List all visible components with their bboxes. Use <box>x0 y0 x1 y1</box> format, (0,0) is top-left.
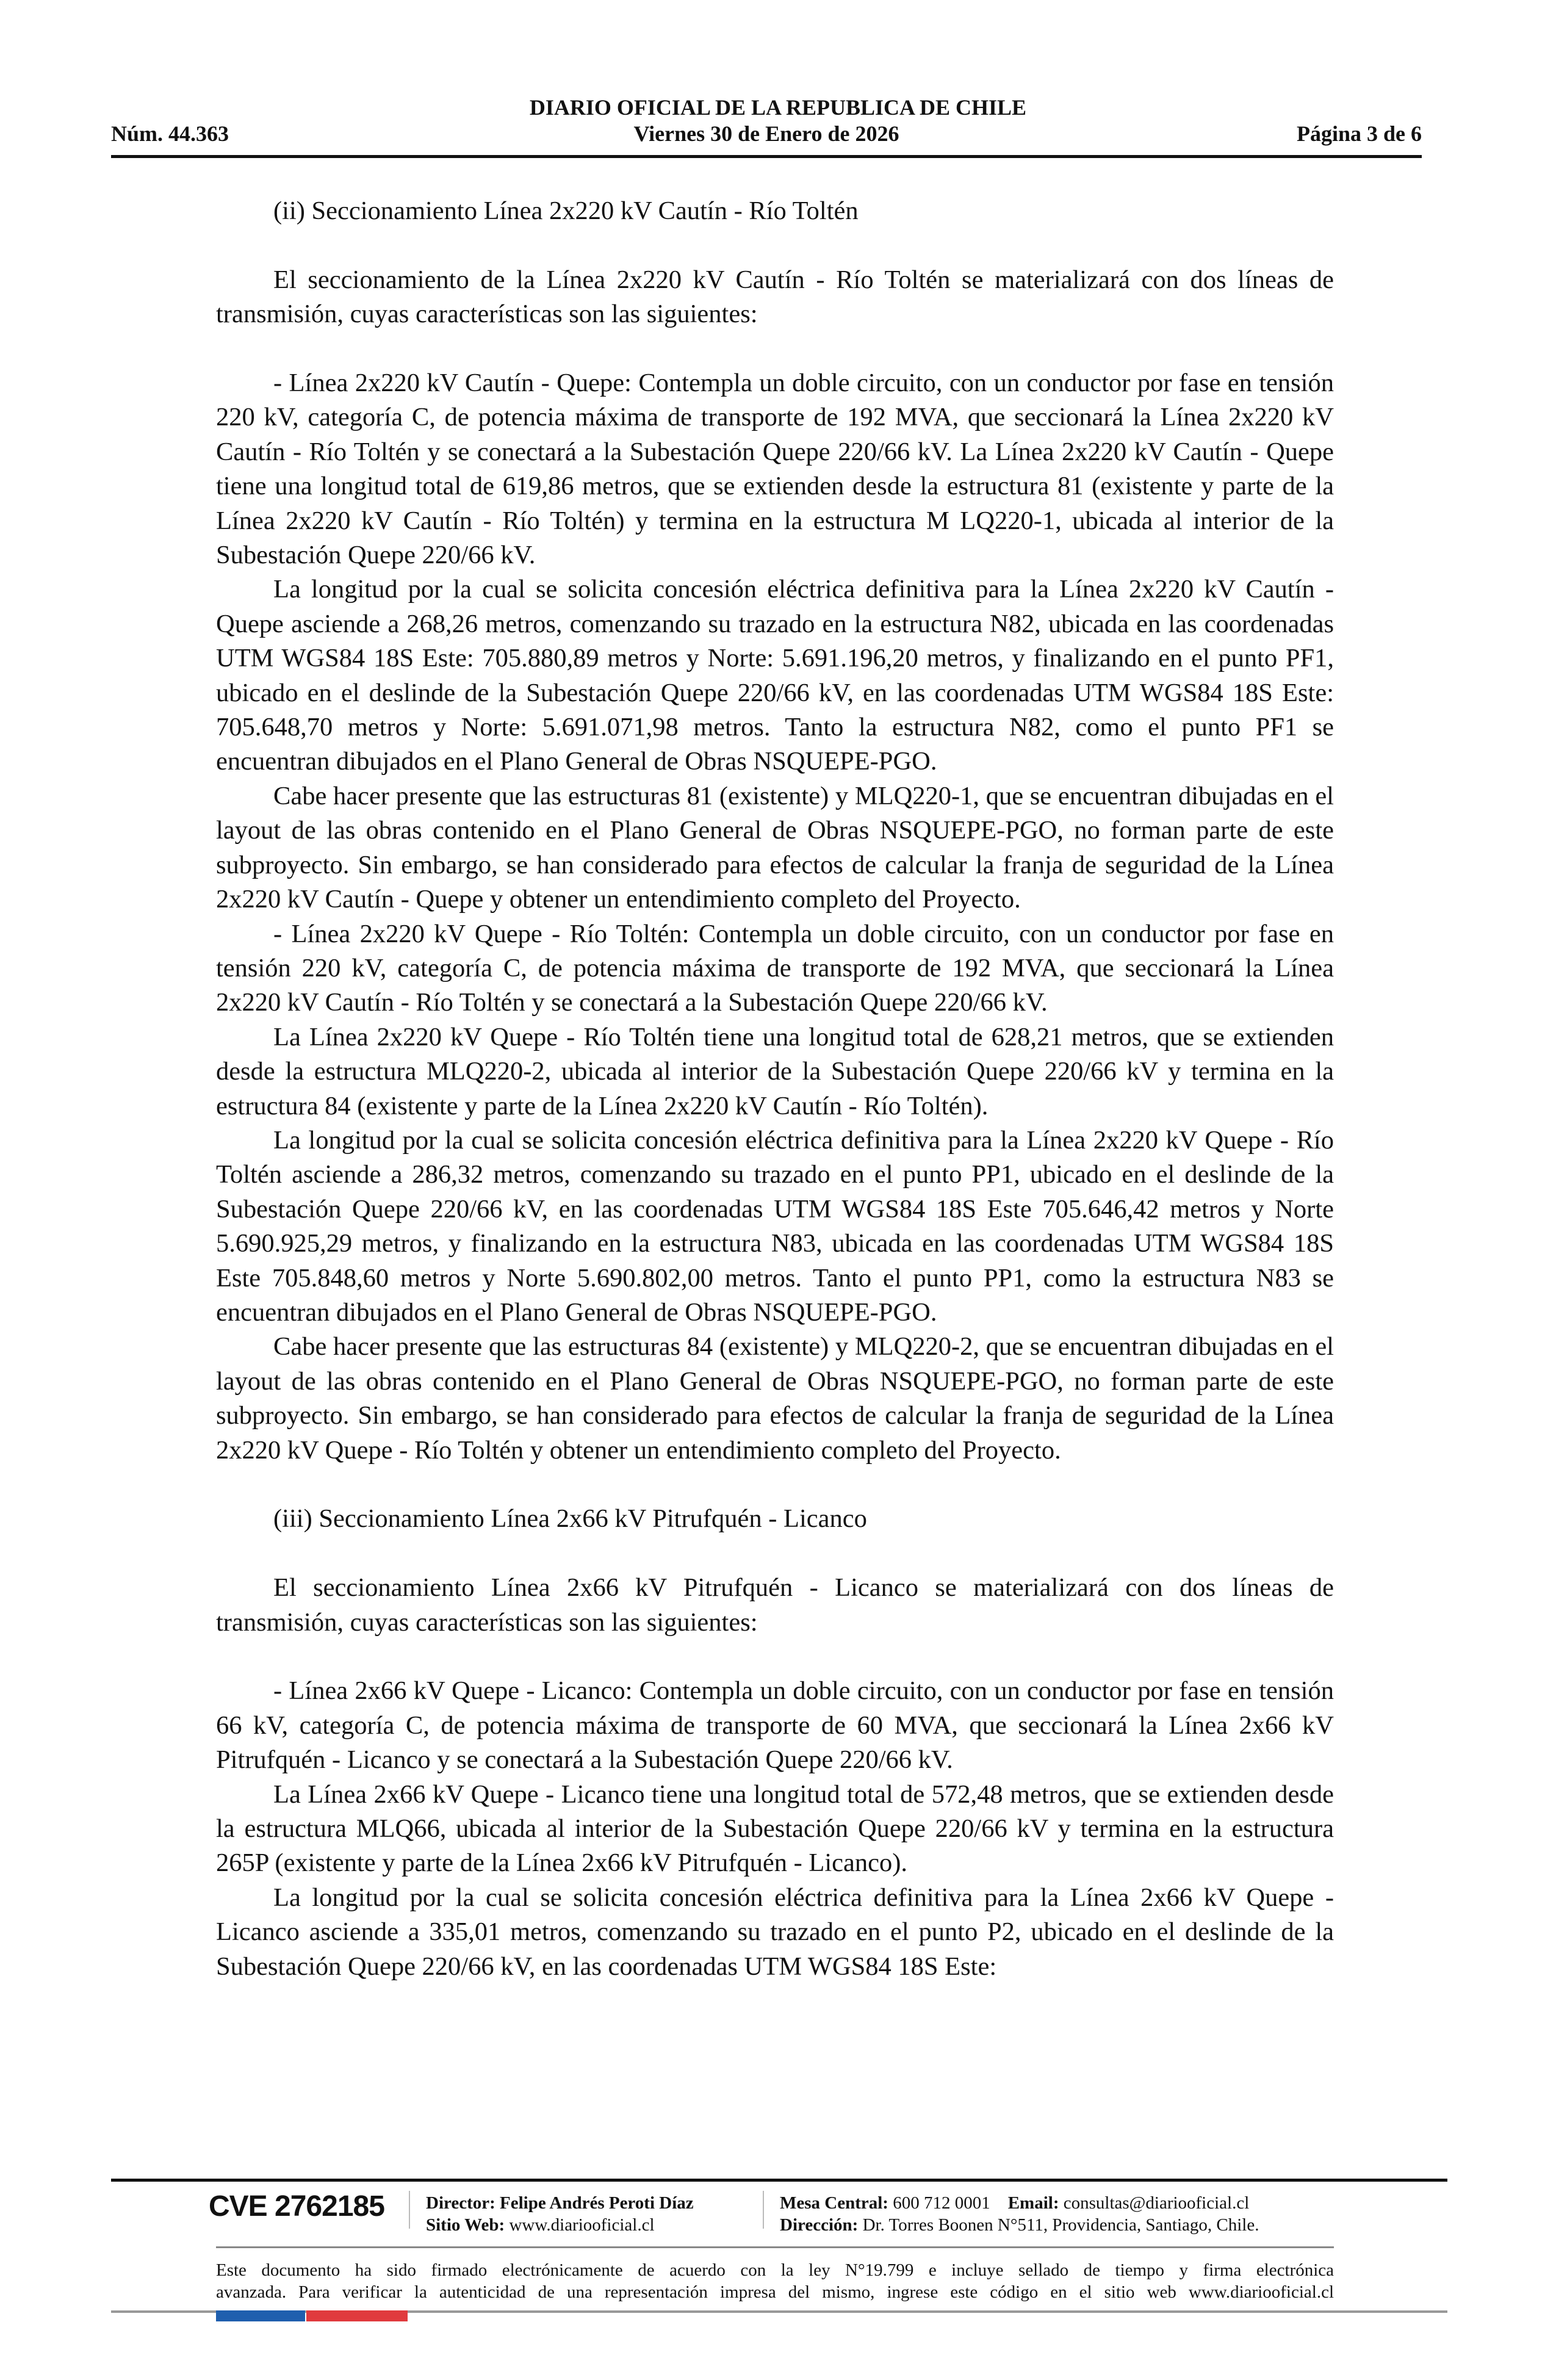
issue-number: Núm. 44.363 <box>111 121 229 146</box>
paragraph: - Línea 2x220 kV Quepe - Río Toltén: Contempla un doble circuito, con un conductor por fase en tensión 220 kV, categoría C, de potencia máxima de transporte de 192 MVA, que seccionará la Línea 2x220 kV Cautín - Río Toltén y se conectará a la Subestación Quepe 220/66 kV. <box>216 919 1334 1017</box>
section-heading-iii: (iii) Seccionamiento Línea 2x66 kV Pitrufquén - Licanco <box>273 1504 867 1534</box>
paragraph: Cabe hacer presente que las estructuras 81 (existente) y MLQ220-1, que se encuentran dibujadas en el layout de las obras contenido en el Plano General de Obras NSQUEPE-PGO, no forman parte de este subproyecto. Sin embargo, se han considerado para efectos de calcular la franja de seguridad de la Línea 2x220 kV Cautín - Quepe y obtener un entendimiento completo del Proyecto. <box>216 781 1334 914</box>
paragraph: La longitud por la cual se solicita concesión eléctrica definitiva para la Línea 2x220 kV Cautín - Quepe asciende a 268,26 metros, comenzando su trazado en la estructura N82, ubicada en las coordenadas UTM WGS84 18S Este: 705.880,89 metros y Norte: 5.691.196,20 metros, y finalizando en el punto PF1, ubicado en el deslinde de la Subestación Quepe 220/66 kV, en las coordenadas UTM WGS84 18S Este: 705.648,70 metros y Norte: 5.691.071,98 metros. Tanto la estructura N82, como el punto PF1 se encuentran dibujados en el Plano General de Obras NSQUEPE-PGO. <box>216 575 1334 776</box>
paragraph: La longitud por la cual se solicita concesión eléctrica definitiva para la Línea 2x220 kV Quepe - Río Toltén asciende a 286,32 metros, comenzando su trazado en el punto PP1, ubicado en el deslinde de la Subestación Quepe 220/66 kV, en las coordenadas UTM WGS84 18S Este 705.646,42 metros y Norte 5.690.925,29 metros, y finalizando en la estructura N83, ubicada en las coordenadas UTM WGS84 18S Este 705.848,60 metros y Norte 5.690.802,00 metros. Tanto el punto PP1, como la estructura N83 se encuentran dibujados en el Plano General de Obras NSQUEPE-PGO. <box>216 1125 1334 1327</box>
footer-separator <box>763 2191 764 2229</box>
phone-number: 600 712 0001 <box>893 2193 990 2213</box>
footer-separator <box>409 2191 410 2229</box>
legal-notice <box>216 2259 1334 2303</box>
flag-stripe-blue <box>216 2310 305 2321</box>
flag-stripe-red <box>306 2310 408 2321</box>
email-link[interactable]: consultas@diariooficial.cl <box>1063 2193 1250 2213</box>
paragraph: La Línea 2x66 kV Quepe - Licanco tiene una longitud total de 572,48 metros, que se extienden desde la estructura MLQ66, ubicada al interior de la Subestación Quepe 220/66 kV y termina en la estructura 265P (existente y parte de la Línea 2x66 kV Pitrufquén - Licanco). <box>216 1780 1334 1878</box>
paragraph: El seccionamiento de la Línea 2x220 kV Cautín - Río Toltén se materializará con dos líneas de transmisión, cuyas características son las siguientes: <box>216 265 1334 329</box>
legal-line: avanzada. Para verificar la autenticidad de una representación impresa del mismo, ingrese este código en el sitio web www.diariooficial.cl <box>216 2282 1334 2302</box>
newspaper-title: DIARIO OFICIAL DE LA REPUBLICA DE CHILE <box>529 95 1027 120</box>
email-label: Email: <box>1007 2193 1059 2213</box>
issue-date: Viernes 30 de Enero de 2026 <box>633 121 899 146</box>
paragraph: El seccionamiento Línea 2x66 kV Pitrufquén - Licanco se materializará con dos líneas de transmisión, cuyas características son las siguientes: <box>216 1573 1334 1637</box>
address: Dr. Torres Boonen N°511, Providencia, Santiago, Chile. <box>862 2215 1259 2235</box>
footer-contact-block <box>780 2192 1259 2236</box>
phone-label: Mesa Central: <box>780 2193 888 2213</box>
paragraph: Cabe hacer presente que las estructuras 84 (existente) y MLQ220-2, que se encuentran dibujadas en el layout de las obras contenido en el Plano General de Obras NSQUEPE-PGO, no forman parte de este subproyecto. Sin embargo, se han considerado para efectos de calcular la franja de seguridad de la Línea 2x220 kV Quepe - Río Toltén y obtener un entendimiento completo del Proyecto. <box>216 1332 1334 1465</box>
page-number: Página 3 de 6 <box>1296 121 1422 146</box>
address-label: Dirección: <box>780 2215 859 2235</box>
document-body <box>216 194 1334 1984</box>
director-name: Felipe Andrés Peroti Díaz <box>500 2193 694 2213</box>
footer-divider-2 <box>216 2246 1334 2248</box>
section-heading-ii: (ii) Seccionamiento Línea 2x220 kV Cautín - Río Toltén <box>273 197 859 225</box>
header-divider <box>111 155 1422 158</box>
director-label: Director: <box>426 2193 495 2213</box>
paragraph: La Línea 2x220 kV Quepe - Río Toltén tiene una longitud total de 628,21 metros, que se extienden desde la estructura MLQ220-2, ubicada al interior de la Subestación Quepe 220/66 kV y termina en la estructura 84 (existente y parte de la Línea 2x220 kV Cautín - Río Toltén). <box>216 1022 1334 1120</box>
cve-code: CVE 2762185 <box>209 2190 384 2223</box>
legal-line: Este documento ha sido firmado electrónicamente de acuerdo con la ley N°19.799 e incluye sellado de tiempo y firma electrónica <box>216 2260 1334 2280</box>
paragraph: La longitud por la cual se solicita concesión eléctrica definitiva para la Línea 2x66 kV Quepe - Licanco asciende a 335,01 metros, comenzando su trazado en el punto P2, ubicado en el deslinde de la Subestación Quepe 220/66 kV, en las coordenadas UTM WGS84 18S Este: <box>216 1883 1334 1981</box>
web-label: Sitio Web: <box>426 2215 505 2235</box>
paragraph: - Línea 2x220 kV Cautín - Quepe: Contempla un doble circuito, con un conductor por fase en tensión 220 kV, categoría C, de potencia máxima de transporte de 192 MVA, que seccionará la Línea 2x220 kV Cautín - Río Toltén y se conectará a la Subestación Quepe 220/66 kV. La Línea 2x220 kV Cautín - Quepe tiene una longitud total de 619,86 metros, que se extienden desde la estructura 81 (existente y parte de la Línea 2x220 kV Cautín - Río Toltén) y termina en la estructura M LQ220-1, ubicada al interior de la Subestación Quepe 220/66 kV. <box>216 369 1334 570</box>
paragraph: - Línea 2x66 kV Quepe - Licanco: Contempla un doble circuito, con un conductor por fase en tensión 66 kV, categoría C, de potencia máxima de transporte de 60 MVA, que seccionará la Línea 2x66 kV Pitrufquén - Licanco y se conectará a la Subestación Quepe 220/66 kV. <box>216 1676 1334 1775</box>
footer-director-block <box>426 2192 694 2236</box>
footer-divider <box>111 2179 1447 2182</box>
web-link[interactable]: www.diariooficial.cl <box>509 2215 655 2235</box>
